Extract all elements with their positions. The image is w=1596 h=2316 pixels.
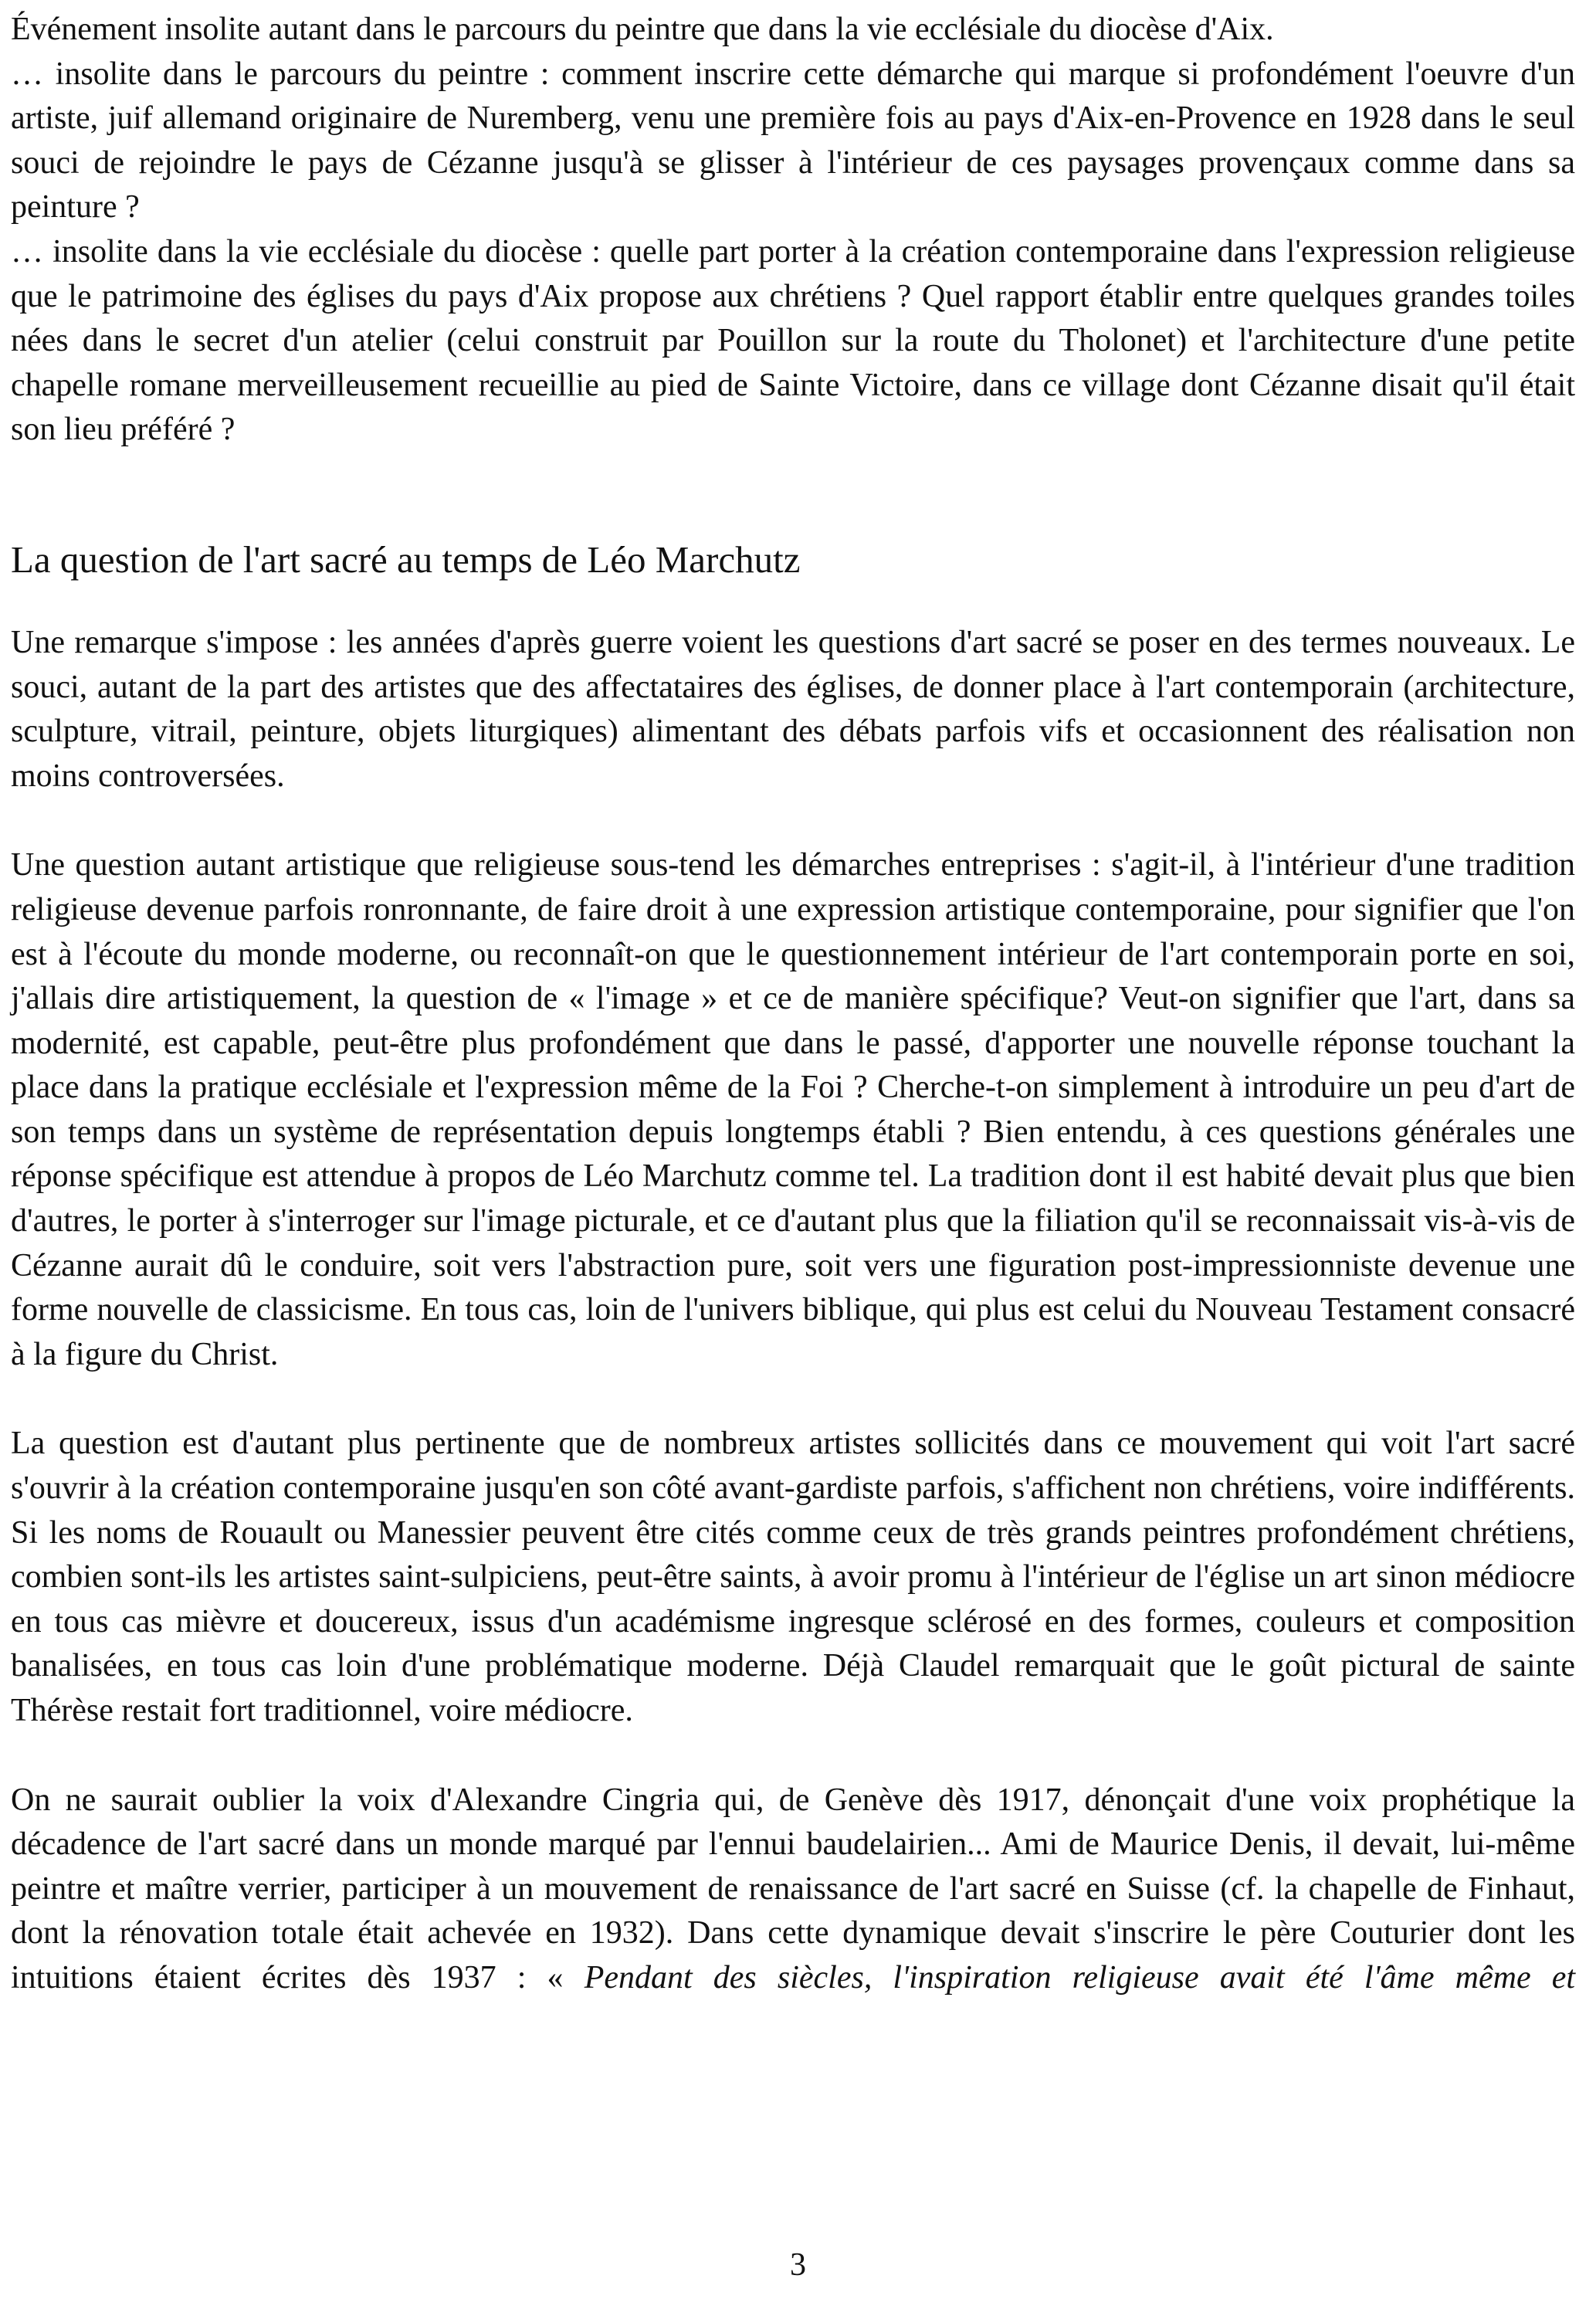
body-paragraph-3: La question est d'autant plus pertinente que de nombreux artistes sollicités dans ce mouvement qui voit l'art sacré s'ouvrir à la création contemporaine jusqu'en son côté avant-gardiste parfois, s'affichent non chrétiens, voire indifférents. Si les noms de Rouault ou Manessier peuvent être cités comme ceux de très grands peintres profondément chrétiens, combien sont-ils les artistes saint-sulpiciens, peut-être saints, à avoir promu à l'intérieur de l'église un art sinon médiocre en tous cas mièvre et doucereux, issus d'un académisme ingresque sclérosé en des formes, couleurs et composition banalisées, en tous cas loin d'une problématique moderne. Déjà Claudel remarquait que le goût pictural de sainte Thérèse restait fort traditionnel, voire médiocre. [11,1426,1575,1728]
intro-line: Événement insolite autant dans le parcours du peintre que dans la vie ecclésiale du diocèse d'Aix. [11,12,1274,47]
document-page [11,8,1575,2001]
body-paragraph-1: Une remarque s'impose : les années d'après guerre voient les questions d'art sacré se poser en des termes nouveaux. Le souci, autant de la part des artistes que des affectataires des églises, de donner place à l'art contemporain (architecture, sculpture, vitrail, peinture, objets liturgiques) alimentant des débats parfois vifs et occasionnent des réalisation non moins controversées. [11,624,1575,794]
body-paragraph-4 [11,1779,1575,2001]
intro-paragraph-diocese: … insolite dans la vie ecclésiale du diocèse : quelle part porter à la création contemporaine dans l'expression religieuse que le patrimoine des églises du pays d'Aix propose aux chrétiens ? Quel rapport établir entre quelques grandes toiles nées dans le secret d'un atelier (celui construit par Pouillon sur la route du Tholonet) et l'architecture d'une petite chapelle romane merveilleusement recueillie au pied de Sainte Victoire, dans ce village dont Cézanne disait qu'il était son lieu préféré ? [11,233,1575,448]
section-heading: La question de l'art sacré au temps de Léo Marchutz [11,537,801,581]
intro-paragraph-painter: … insolite dans le parcours du peintre : comment inscrire cette démarche qui marque si profondément l'oeuvre d'un artiste, juif allemand originaire de Nuremberg, venu une première fois au pays d'Aix-en-Provence en 1928 dans le seul souci de rejoindre le pays de Cézanne jusqu'à se glisser à l'intérieur de ces paysages provençaux comme dans sa peinture ? [11,56,1575,225]
body-paragraph-4-text: On ne saurait oublier la voix d'Alexandre Cingria qui, de Genève dès 1917, dénonçait d'une voix prophétique la décadence de l'art sacré dans un monde marqué par l'ennui baudelairien... Ami de Maurice Denis, il devait, lui-même peintre et maître verrier, participer à un mouvement de renaissance de l'art sacré en Suisse (cf. la chapelle de Finhaut, dont la rénovation totale était achevée en 1932). Dans cette dynamique devait s'inscrire le père Couturier dont les intuitions étaient écrites dès 1937 : « [11,1782,1575,1996]
body-paragraph-2: Une question autant artistique que religieuse sous-tend les démarches entreprises : s'agit-il, à l'intérieur d'une tradition religieuse devenue parfois ronronnante, de faire droit à une expression artistique contemporaine, pour signifier que l'on est à l'écoute du monde moderne, ou reconnaît-on que le questionnement intérieur de l'art contemporain porte en soi, j'allais dire artistiquement, la question de « l'image » et ce de manière spécifique? Veut-on signifier que l'art, dans sa modernité, est capable, peut-être plus profondément que dans le passé, d'apporter une nouvelle réponse touchant la place dans la pratique ecclésiale et l'expression même de la Foi ? Cherche-t-on simplement à introduire un peu d'art de son temps dans un système de représentation depuis longtemps établi ? Bien entendu, à ces questions générales une réponse spécifique est attendue à propos de Léo Marchutz comme tel. La tradition dont il est habité devait plus que bien d'autres, le porter à s'interroger sur l'image picturale, et ce d'autant plus que la filiation qu'il se reconnaissait vis-à-vis de Cézanne aurait dû le conduire, soit vers l'abstraction pure, soit vers une figuration post-impressionniste devenue une forme nouvelle de classicisme. En tous cas, loin de l'univers biblique, qui plus est celui du Nouveau Testament consacré à la figure du Christ. [11,847,1575,1372]
quotation: Pendant des siècles, l'inspiration religieuse avait été l'âme même et [584,1959,1576,1996]
page-number: 3 [790,2247,806,2283]
